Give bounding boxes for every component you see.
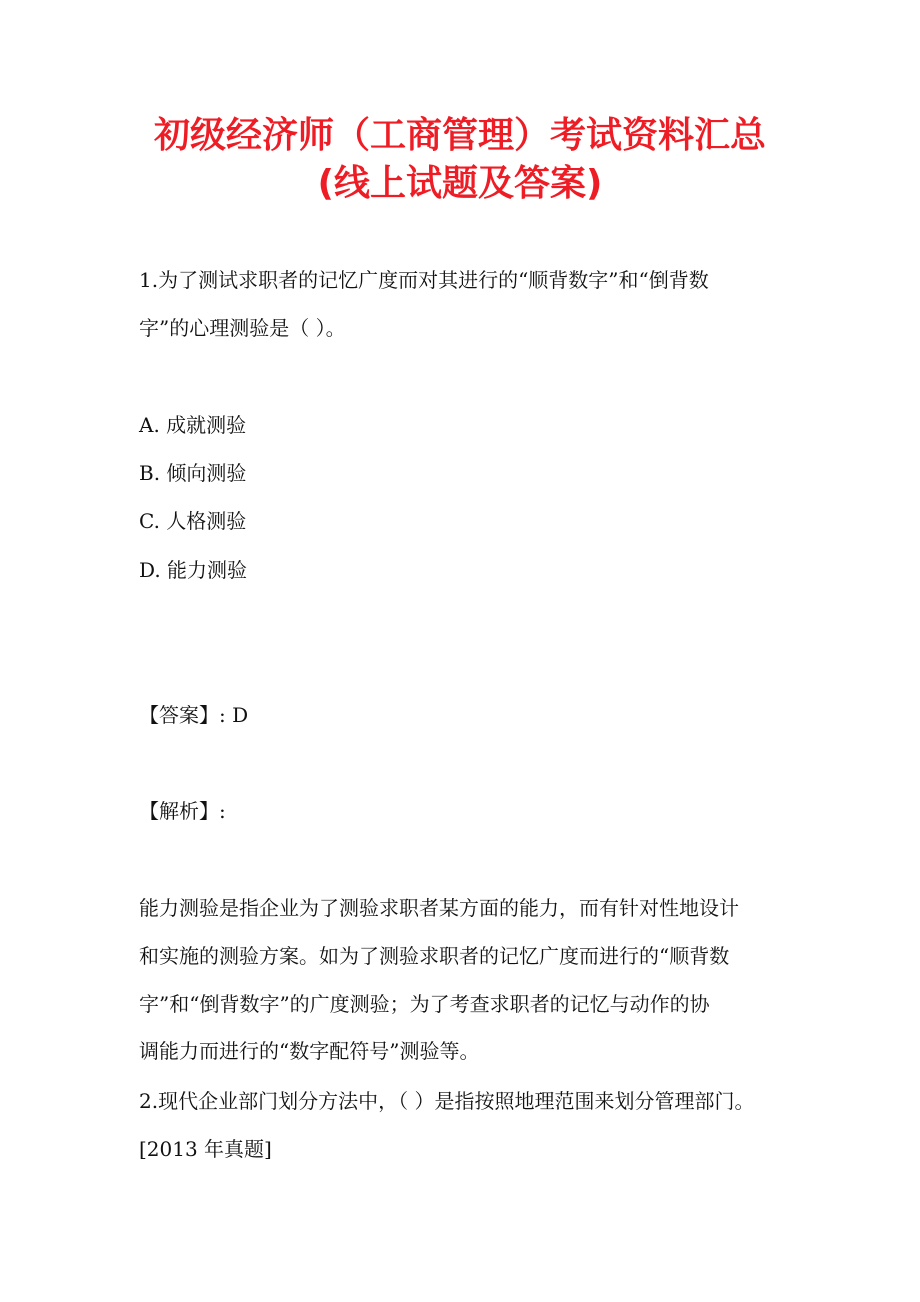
analysis-line-4: 调能力而进行的“数字配符号”测验等。: [139, 1039, 480, 1063]
analysis-line-2: 和实施的测验方案。如为了测验求职者的记忆广度而进行的“顺背数: [139, 944, 730, 968]
option-d: D. 能力测验: [139, 558, 248, 582]
option-c: C. 人格测验: [139, 509, 247, 533]
question-2-stem-line1: 2.现代企业部门划分方法中，（ ）是指按照地理范围来划分管理部门。: [139, 1089, 755, 1113]
answer-line: 【答案】: D: [139, 703, 249, 727]
option-b: B. 倾向测验: [139, 461, 247, 485]
document-title-line1: 初级经济师（工商管理）考试资料汇总: [153, 115, 766, 156]
question-1-stem-line1: 1.为了测试求职者的记忆广度而对其进行的“顺背数字”和“倒背数: [139, 268, 709, 292]
question-2-stem-line2: [2013 年真题]: [139, 1137, 272, 1161]
question-1-stem-line2: 字”的心理测验是（ ）。: [139, 316, 346, 340]
analysis-line-1: 能力测验是指企业为了测验求职者某方面的能力，而有针对性地设计: [139, 896, 739, 920]
option-a: A. 成就测验: [139, 413, 247, 437]
document-title-line2: (线上试题及答案): [317, 163, 603, 204]
analysis-line-3: 字”和“倒背数字”的广度测验；为了考查求职者的记忆与动作的协: [139, 992, 710, 1016]
analysis-label: 【解析】:: [139, 799, 226, 823]
